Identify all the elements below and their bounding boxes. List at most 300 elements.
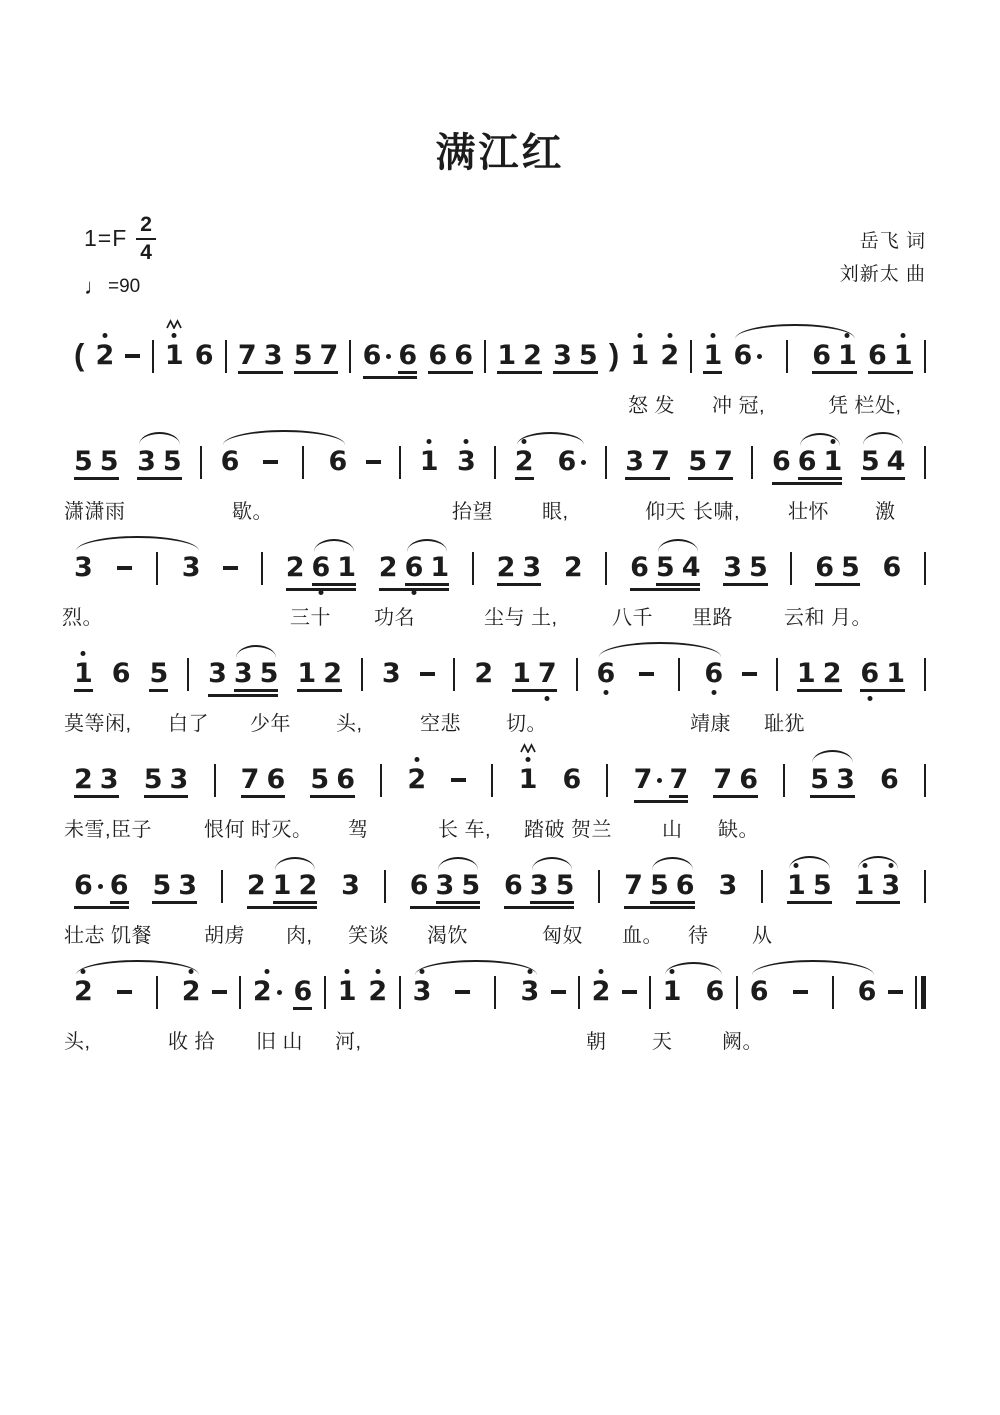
beam-group bbox=[74, 763, 119, 798]
barline bbox=[576, 658, 578, 691]
lyric: 冲 冠, bbox=[712, 394, 766, 417]
beam-group bbox=[649, 869, 695, 904]
barline bbox=[606, 764, 608, 797]
beam-group bbox=[428, 339, 473, 374]
notation-row bbox=[74, 634, 926, 698]
lyric: 驾 bbox=[348, 818, 369, 841]
note bbox=[111, 657, 131, 689]
notation-row bbox=[74, 740, 926, 804]
octave-dot-high bbox=[265, 969, 270, 974]
barline bbox=[225, 340, 227, 373]
note-digit: 3 bbox=[522, 551, 542, 583]
octave-dot-high bbox=[81, 651, 86, 656]
octave-dot-high bbox=[345, 969, 350, 974]
note-digit: 4 bbox=[681, 551, 701, 583]
note bbox=[109, 869, 129, 904]
note bbox=[259, 657, 279, 689]
lyrics-row bbox=[64, 707, 926, 735]
beam-group bbox=[137, 445, 182, 480]
note bbox=[74, 869, 103, 901]
barline bbox=[261, 552, 263, 585]
note bbox=[233, 657, 253, 689]
note bbox=[555, 869, 575, 901]
slur bbox=[810, 763, 855, 798]
music-line bbox=[62, 528, 926, 629]
note-digit: 6 bbox=[398, 339, 418, 371]
note bbox=[660, 339, 680, 371]
note bbox=[456, 445, 476, 477]
note-digit: 3 bbox=[520, 975, 540, 1007]
barline bbox=[786, 340, 788, 373]
lyricist-credit: 岳飞 词 bbox=[859, 230, 926, 252]
note bbox=[704, 657, 724, 689]
note bbox=[407, 763, 427, 795]
barline bbox=[156, 552, 158, 585]
note bbox=[662, 975, 682, 1007]
note bbox=[893, 339, 913, 371]
lyric: 仰天 bbox=[645, 500, 686, 523]
slur bbox=[797, 445, 843, 480]
final-barline bbox=[915, 976, 926, 1009]
beam-group bbox=[655, 551, 701, 586]
beam-group bbox=[787, 869, 832, 904]
time-signature bbox=[136, 213, 156, 265]
note bbox=[812, 339, 832, 371]
note-digit: 3 bbox=[341, 869, 360, 901]
note bbox=[625, 445, 645, 477]
note bbox=[74, 445, 93, 477]
beam-group bbox=[152, 869, 198, 904]
note-digit: 5 bbox=[152, 869, 172, 901]
lyric: 歇。 bbox=[232, 500, 273, 523]
note-digit: 2 bbox=[368, 975, 388, 1007]
beam-group bbox=[272, 869, 318, 904]
barline bbox=[598, 870, 600, 903]
note-digit: 5 bbox=[149, 657, 169, 689]
lyric: 莫等闲, bbox=[64, 712, 132, 735]
note bbox=[368, 975, 388, 1007]
octave-dot-low bbox=[545, 696, 550, 701]
song-title: 满江红 bbox=[435, 130, 565, 175]
music-lines bbox=[0, 300, 1000, 1051]
lyric: 烈。 bbox=[62, 606, 103, 629]
note-digit: 1 bbox=[164, 339, 184, 371]
beam-group bbox=[310, 763, 355, 798]
parenthesis: ) bbox=[608, 336, 620, 372]
note bbox=[797, 445, 817, 477]
note-digit: 2 bbox=[407, 763, 427, 795]
note-digit: 1 bbox=[272, 869, 292, 901]
note-digit: 3 bbox=[412, 975, 432, 1007]
octave-dot-high bbox=[637, 333, 642, 338]
note-digit: 3 bbox=[178, 869, 198, 901]
slur bbox=[649, 869, 695, 904]
note-digit: 6 bbox=[815, 551, 834, 583]
note-digit: 1 bbox=[796, 657, 816, 689]
note-digit: 1 bbox=[823, 445, 843, 477]
note-digit: 1 bbox=[512, 657, 531, 689]
dash-note bbox=[742, 672, 757, 676]
lyric: 里路 bbox=[692, 606, 733, 629]
octave-dot-high bbox=[830, 439, 835, 444]
note bbox=[74, 975, 93, 1007]
slur bbox=[662, 975, 725, 1007]
note-digit: 3 bbox=[723, 551, 742, 583]
beam-group bbox=[624, 869, 695, 909]
beam-group bbox=[293, 339, 339, 374]
note-digit: 6 bbox=[857, 975, 877, 1007]
dash-note bbox=[117, 566, 132, 570]
beam-group bbox=[208, 657, 279, 697]
mordent-icon bbox=[520, 743, 536, 753]
note bbox=[378, 551, 398, 583]
dash-note bbox=[420, 672, 435, 676]
slur bbox=[749, 975, 877, 1009]
note bbox=[630, 339, 650, 371]
note-digit: 7 bbox=[713, 763, 733, 795]
octave-dot-high bbox=[710, 333, 715, 338]
note bbox=[272, 869, 292, 901]
note bbox=[651, 445, 670, 477]
note bbox=[181, 551, 201, 583]
slur bbox=[74, 551, 201, 585]
note-digit: 3 bbox=[836, 763, 855, 795]
note-digit: 3 bbox=[381, 657, 401, 689]
lyric: 怒 发 bbox=[628, 394, 676, 417]
note bbox=[310, 763, 330, 795]
barline bbox=[200, 446, 202, 479]
note-digit: 7 bbox=[714, 445, 733, 477]
note-digit: 2 bbox=[660, 339, 680, 371]
barline bbox=[761, 870, 763, 903]
note bbox=[714, 445, 733, 477]
note bbox=[293, 975, 313, 1010]
octave-dot-high bbox=[901, 333, 906, 338]
note-digit: 6 bbox=[771, 445, 791, 477]
note-digit: 5 bbox=[99, 445, 119, 477]
note-digit: 7 bbox=[651, 445, 670, 477]
note bbox=[328, 445, 348, 477]
barline bbox=[678, 658, 680, 691]
notation-row bbox=[74, 422, 926, 486]
note bbox=[518, 763, 538, 795]
note-digit: 1 bbox=[74, 657, 93, 689]
note-digit: 2 bbox=[181, 975, 201, 1007]
barline bbox=[484, 340, 486, 373]
lyric: 云和 月。 bbox=[784, 606, 873, 629]
beam-group bbox=[240, 763, 286, 798]
lyrics-row bbox=[64, 1025, 926, 1053]
lyric: 激 bbox=[875, 500, 896, 523]
lyric: 空悲 bbox=[420, 712, 461, 735]
note bbox=[311, 551, 331, 583]
barline bbox=[924, 446, 926, 479]
slur bbox=[137, 445, 182, 480]
slur bbox=[514, 445, 587, 480]
note bbox=[430, 551, 450, 583]
augmentation-dot bbox=[277, 990, 282, 995]
beam-group bbox=[812, 339, 857, 374]
beam-group bbox=[630, 551, 701, 591]
barline bbox=[924, 552, 926, 585]
lyric: 长 车, bbox=[438, 818, 492, 841]
lyric: 笑谈 bbox=[348, 924, 389, 947]
barline bbox=[924, 340, 926, 373]
slur bbox=[412, 975, 540, 1009]
note bbox=[336, 763, 355, 795]
note bbox=[162, 445, 182, 477]
slur bbox=[596, 657, 724, 691]
lyric: 切。 bbox=[506, 712, 547, 735]
note bbox=[838, 339, 857, 371]
note-digit: 2 bbox=[496, 551, 516, 583]
note bbox=[246, 869, 266, 901]
lyric: 靖康 bbox=[690, 712, 731, 735]
note-digit: 1 bbox=[838, 339, 857, 371]
notation-row bbox=[74, 952, 926, 1016]
note bbox=[840, 551, 860, 583]
note-digit: 2 bbox=[74, 975, 93, 1007]
note-digit: 3 bbox=[718, 869, 738, 901]
note bbox=[771, 445, 791, 477]
note-digit: 2 bbox=[563, 551, 583, 583]
octave-dot-high bbox=[527, 969, 532, 974]
octave-dot-high bbox=[845, 333, 850, 338]
note bbox=[194, 339, 214, 371]
beam-group bbox=[497, 339, 542, 374]
note-digit: 6 bbox=[880, 763, 899, 795]
octave-dot-low bbox=[318, 590, 323, 595]
lyrics-row bbox=[64, 495, 926, 523]
octave-dot-high bbox=[794, 863, 799, 868]
composer-credit: 刘新太 曲 bbox=[839, 263, 926, 285]
music-line bbox=[64, 634, 926, 735]
note-digit: 6 bbox=[328, 445, 348, 477]
slur bbox=[404, 551, 450, 586]
note-digit: 6 bbox=[704, 657, 724, 689]
note bbox=[169, 763, 189, 795]
lyric: 壮怀 bbox=[788, 500, 829, 523]
lyric: 少年 bbox=[250, 712, 291, 735]
beam-group bbox=[378, 551, 450, 591]
note-digit: 1 bbox=[703, 339, 723, 371]
octave-dot-high bbox=[522, 439, 527, 444]
note-digit: 3 bbox=[208, 657, 227, 689]
note bbox=[285, 551, 305, 583]
barline bbox=[156, 976, 158, 1009]
lyric: 从 bbox=[752, 924, 773, 947]
key-label: 1=F bbox=[84, 225, 128, 252]
lyric: 待 bbox=[688, 924, 709, 947]
beam-group bbox=[810, 763, 855, 798]
note-digit: 1 bbox=[518, 763, 538, 795]
slur bbox=[435, 869, 481, 904]
mordent-glyph bbox=[520, 743, 536, 753]
note-digit: 3 bbox=[233, 657, 253, 689]
note-digit: 2 bbox=[378, 551, 398, 583]
note-digit: 6 bbox=[812, 339, 832, 371]
beam-group bbox=[297, 657, 342, 692]
octave-dot-high bbox=[464, 439, 469, 444]
note-digit: 2 bbox=[474, 657, 494, 689]
note-digit: 6 bbox=[868, 339, 887, 371]
note bbox=[266, 763, 286, 795]
beam-group bbox=[815, 551, 860, 586]
note-digit: 1 bbox=[337, 551, 357, 583]
note-digit: 3 bbox=[456, 445, 476, 477]
beam-group bbox=[723, 551, 768, 586]
note bbox=[164, 339, 184, 371]
octave-dot-high bbox=[420, 969, 425, 974]
note bbox=[655, 551, 675, 583]
time-signature-denominator: 4 bbox=[140, 240, 152, 264]
beam-group bbox=[633, 763, 689, 803]
beam-group bbox=[435, 869, 481, 904]
note bbox=[237, 339, 257, 371]
note bbox=[703, 339, 723, 374]
note bbox=[263, 339, 283, 371]
beam-group bbox=[713, 763, 758, 798]
note-digit: 1 bbox=[855, 869, 875, 901]
note-digit: 1 bbox=[297, 657, 317, 689]
octave-dot-low bbox=[603, 690, 608, 695]
note-digit: 2 bbox=[822, 657, 842, 689]
note-digit: 5 bbox=[555, 869, 575, 901]
note-digit: 1 bbox=[662, 975, 682, 1007]
beam-group bbox=[496, 551, 542, 586]
note bbox=[362, 339, 392, 371]
note bbox=[461, 869, 481, 901]
dash-note bbox=[639, 672, 654, 676]
barline bbox=[187, 658, 189, 691]
barline bbox=[349, 340, 351, 373]
lyric: 长啸, bbox=[693, 500, 741, 523]
note bbox=[74, 763, 93, 795]
beam-group bbox=[860, 657, 906, 692]
note bbox=[880, 763, 899, 795]
credits-block bbox=[840, 225, 926, 300]
note-digit: 5 bbox=[259, 657, 279, 689]
beam-group bbox=[512, 657, 557, 692]
lyric: 朝 bbox=[586, 1030, 607, 1053]
note-digit: 5 bbox=[810, 763, 830, 795]
dash-note bbox=[212, 990, 227, 994]
note bbox=[557, 445, 587, 477]
note bbox=[474, 657, 494, 689]
note-digit: 5 bbox=[860, 445, 880, 477]
note-digit: 3 bbox=[435, 869, 455, 901]
beam-group bbox=[688, 445, 733, 480]
notation-row bbox=[74, 528, 926, 592]
lyric: 潇潇雨 bbox=[64, 500, 126, 523]
note-digit: 3 bbox=[181, 551, 201, 583]
note-digit: 3 bbox=[169, 763, 189, 795]
note-digit: 6 bbox=[504, 869, 523, 901]
note bbox=[323, 657, 342, 689]
barline bbox=[605, 446, 607, 479]
note bbox=[520, 975, 540, 1007]
note bbox=[723, 551, 742, 583]
note bbox=[419, 445, 439, 477]
dash-note bbox=[455, 990, 470, 994]
slur bbox=[787, 869, 832, 904]
octave-dot-high bbox=[189, 969, 194, 974]
note-digit: 1 bbox=[630, 339, 650, 371]
barline bbox=[649, 976, 651, 1009]
octave-dot-high bbox=[598, 969, 603, 974]
note-digit: 3 bbox=[99, 763, 119, 795]
lyrics-row bbox=[74, 389, 926, 415]
note bbox=[633, 763, 663, 795]
lyric: 壮志 饥餐 bbox=[64, 924, 153, 947]
slur bbox=[860, 445, 906, 480]
note-digit: 2 bbox=[95, 339, 115, 371]
octave-dot-high bbox=[667, 333, 672, 338]
note-digit: 5 bbox=[162, 445, 182, 477]
barline bbox=[494, 976, 496, 1009]
barline bbox=[324, 976, 326, 1009]
note-digit: 1 bbox=[787, 869, 806, 901]
barline bbox=[751, 446, 753, 479]
barline bbox=[214, 764, 216, 797]
note bbox=[563, 551, 583, 583]
beam-group bbox=[311, 551, 357, 586]
lyric: 阙。 bbox=[722, 1030, 763, 1053]
note-digit: 1 bbox=[886, 657, 906, 689]
barline bbox=[776, 658, 778, 691]
key-signature bbox=[84, 213, 156, 265]
note-digit: 5 bbox=[578, 339, 598, 371]
lyric: 白了 bbox=[168, 712, 209, 735]
lyrics-row bbox=[62, 601, 926, 629]
beam-group bbox=[796, 657, 842, 692]
beam-group bbox=[855, 869, 901, 904]
augmentation-dot bbox=[757, 354, 762, 359]
beam-group bbox=[143, 763, 189, 798]
note-digit: 6 bbox=[266, 763, 286, 795]
slur bbox=[855, 869, 901, 904]
lyric: 血。 bbox=[622, 924, 663, 947]
note-digit: 6 bbox=[749, 975, 769, 1007]
lyric: 眼, bbox=[542, 500, 569, 523]
barline bbox=[302, 446, 304, 479]
note bbox=[404, 551, 424, 583]
barline bbox=[578, 976, 580, 1009]
note bbox=[398, 339, 418, 374]
note bbox=[681, 551, 701, 583]
barline bbox=[832, 976, 834, 1009]
beam-group bbox=[237, 339, 283, 374]
note bbox=[149, 657, 169, 692]
dash-note bbox=[622, 990, 637, 994]
barline bbox=[239, 976, 241, 1009]
lyric: 三十 bbox=[290, 606, 331, 629]
octave-dot-high bbox=[414, 757, 419, 762]
note bbox=[749, 975, 769, 1007]
note bbox=[496, 551, 516, 583]
beam-group bbox=[771, 445, 843, 485]
dash-note bbox=[551, 990, 566, 994]
note bbox=[537, 657, 557, 689]
note bbox=[860, 445, 880, 477]
tempo-marking bbox=[84, 274, 156, 300]
note bbox=[381, 657, 401, 689]
slur bbox=[311, 551, 357, 586]
note-digit: 6 bbox=[109, 869, 129, 901]
octave-dot-high bbox=[172, 333, 177, 338]
note bbox=[855, 869, 875, 901]
note bbox=[688, 445, 708, 477]
